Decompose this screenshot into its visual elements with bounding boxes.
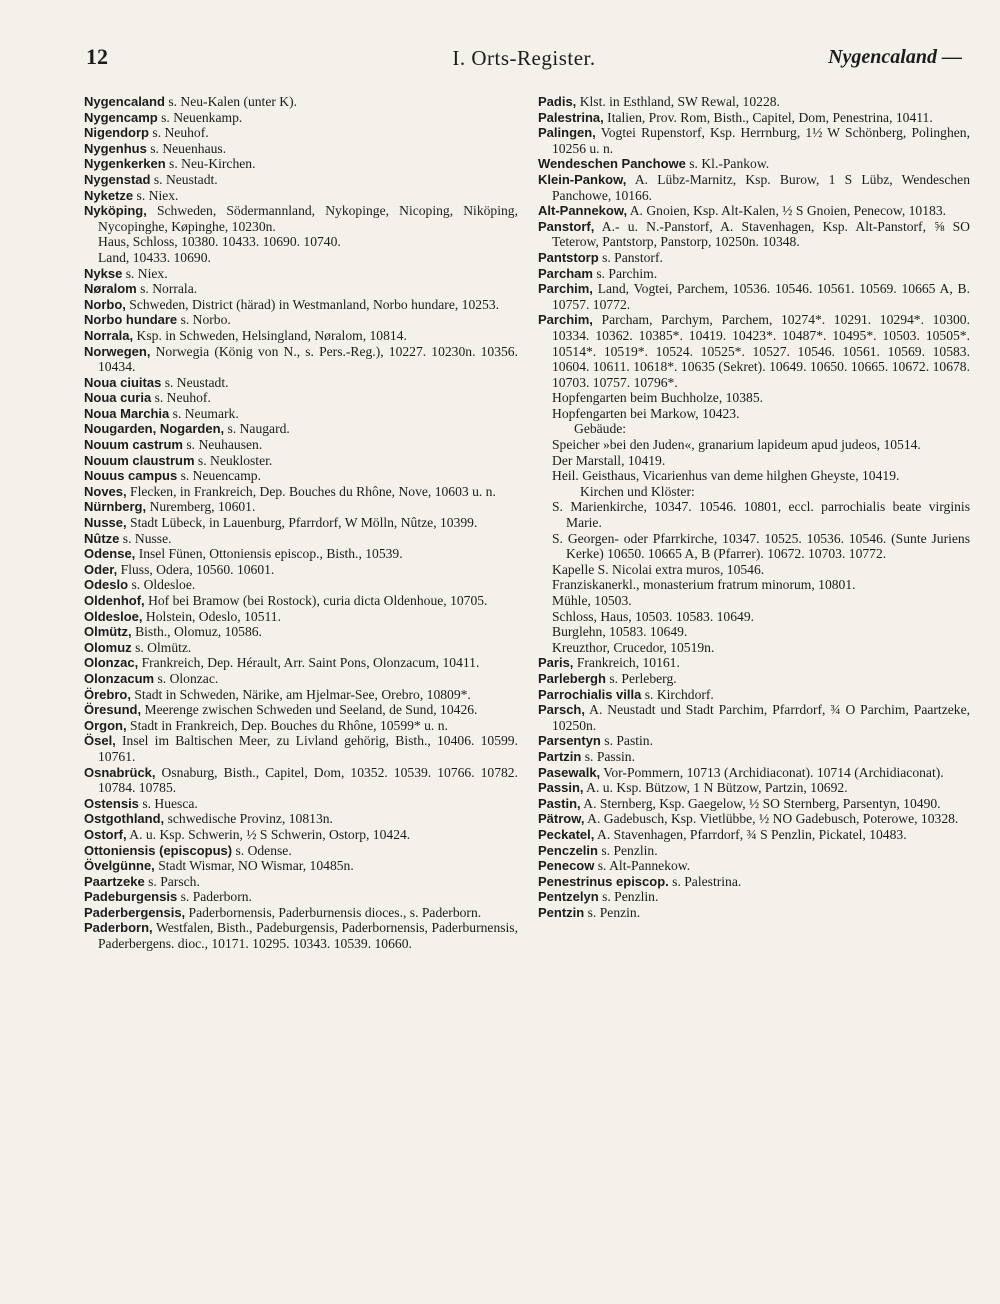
entry-term: Olomuz — [84, 639, 132, 655]
entry-text: s. Neuenkamp. — [157, 109, 243, 125]
entry-term: Nûtze — [84, 530, 120, 546]
entry-term: Nürnberg, — [84, 499, 147, 515]
register-entry — [84, 702, 518, 718]
entry-term: Oldenhof, — [84, 593, 145, 608]
entry-term: Nougarden, Nogarden, — [84, 421, 225, 437]
entry-text: A. Sternberg, Ksp. Gaegelow, ½ SO Sternberg, Parsentyn, 10490. — [580, 795, 941, 811]
register-entry — [84, 655, 518, 671]
register-entry — [538, 733, 970, 749]
register-entry — [538, 281, 970, 312]
register-entry — [538, 749, 970, 765]
entry-text: s. Neukloster. — [194, 452, 273, 468]
entry-text: Frankreich, Dep. Hérault, Arr. Saint Pons, Olonzacum, 10411. — [138, 655, 480, 671]
register-entry — [84, 889, 518, 905]
entry-text: s. Olmütz. — [131, 639, 192, 655]
entry-term: Penecow — [538, 858, 595, 874]
entry-term: Nygenhus — [84, 140, 147, 156]
register-entry — [538, 702, 970, 733]
register-entry — [84, 312, 518, 328]
entry-term: Orgon, — [84, 717, 127, 733]
entry-text: s. Palestrina. — [668, 873, 742, 889]
register-entry — [84, 827, 518, 843]
register-entry — [84, 593, 518, 609]
entry-text: s. Passin. — [581, 748, 635, 764]
register-entry — [84, 905, 518, 921]
entry-text: Norwegia (König von N., s. Pers.-Reg.), 10227. 10230n. 10356. 10434. — [98, 343, 518, 375]
register-entry — [538, 655, 970, 671]
register-entry — [538, 94, 970, 110]
entry-term: Klein-Pankow, — [538, 171, 627, 187]
entry-term: Padeburgensis — [84, 889, 178, 905]
entry-text: s. Neuhausen. — [182, 437, 263, 453]
entry-term: Odeslo — [84, 577, 129, 593]
register-entry — [84, 577, 518, 593]
entry-term: Penestrinus episcop. — [538, 873, 669, 889]
entry-text: s. Huesca. — [138, 795, 198, 811]
register-entry — [538, 219, 970, 250]
entry-text: s. Naugard. — [224, 421, 290, 437]
entry-text: Stadt in Frankreich, Dep. Bouches du Rhône, 10599* u. n. — [126, 717, 448, 733]
page-number: 12 — [86, 44, 108, 69]
entry-text: s. Pastin. — [600, 733, 653, 749]
entry-term: Ösel, — [84, 733, 116, 749]
entry-term: Parrochialis villa — [538, 686, 642, 702]
entry-term: Oldesloe, — [84, 608, 143, 624]
entry-text: Stadt Wismar, NO Wismar, 10485n. — [154, 858, 354, 874]
entry-term: Pätrow, — [538, 811, 585, 827]
register-entry — [84, 437, 518, 453]
right-column — [538, 94, 970, 920]
entry-term: Nøralom — [84, 281, 137, 297]
register-entry — [538, 125, 970, 156]
entry-term: Olonzacum — [84, 670, 155, 686]
register-entry — [84, 281, 518, 297]
entry-term: Nygencaland — [84, 94, 165, 109]
entry-text: Hof bei Bramow (bei Rostock), curia dicta Oldenhoue, 10705. — [144, 593, 488, 608]
register-entry — [84, 718, 518, 734]
entry-term: Nyköping, — [84, 203, 147, 219]
entry-text: s. Panstorf. — [598, 249, 663, 265]
register-entry — [84, 266, 518, 282]
sub-entry: S. Marienkirche, 10347. 10546. 10801, eccl. parrochialis beate virginis Marie. — [552, 499, 970, 531]
entry-text: Meerenge zwischen Schweden und Seeland, de Sund, 10426. — [141, 702, 478, 718]
sub-entry: Hopfengarten beim Buchholze, 10385. — [552, 390, 764, 406]
sub-entry: S. Georgen- oder Pfarrkirche, 10347. 10525. 10536. 10546. (Sunte Juriens Kerke) 10650. 10665 A, B (Pfarrer). 10672. 10703. 10772. — [552, 530, 970, 562]
entry-term: Paris, — [538, 655, 574, 671]
register-entry — [84, 765, 518, 796]
entry-text: Westfalen, Bisth., Padeburgensis, Paderbornensis, Paderburnensis, Paderbergens. dioc., 10171. 10295. 10343. 10539. 10660. — [98, 920, 518, 952]
register-entry — [84, 624, 518, 640]
register-entry — [538, 765, 970, 781]
entry-term: Parsch, — [538, 702, 585, 718]
register-entry — [84, 796, 518, 812]
register-entry — [538, 687, 970, 703]
entry-term: Parcham — [538, 265, 593, 281]
register-entry — [84, 421, 518, 437]
entry-text: Land, Vogtei, Parchem, 10536. 10546. 10561. 10569. 10665 A, B. 10757. 10772. — [552, 281, 970, 312]
entry-term: Nygencamp — [84, 109, 158, 125]
entry-text: s. Paderborn. — [177, 889, 252, 905]
sub-entry: Kreuzthor, Crucedor, 10519n. — [552, 639, 715, 655]
entry-text: Nuremberg, 10601. — [146, 499, 256, 515]
entry-text: A. Lübz-Marnitz, Ksp. Burow, 1 S Lübz, Wendeschen Panchowe, 10166. — [552, 171, 970, 203]
entry-text: s. Odense. — [232, 842, 292, 858]
entry-text: Schweden, District (härad) in Westmanland, Norbo hundare, 10253. — [125, 296, 500, 312]
entry-text: s. Perleberg. — [605, 670, 677, 686]
register-entry — [538, 811, 970, 827]
entry-text: A. u. Ksp. Bützow, 1 N Bützow, Partzin, 10692. — [583, 780, 848, 796]
register-entry — [84, 125, 518, 141]
entry-term: Nouus campus — [84, 468, 178, 484]
register-entry — [84, 156, 518, 172]
entry-term: Ostorf, — [84, 826, 127, 842]
entry-term: Öresund, — [84, 702, 142, 718]
register-entry — [538, 203, 970, 219]
register-entry — [84, 297, 518, 313]
register-entry — [84, 94, 518, 110]
entry-term: Norrala, — [84, 327, 134, 343]
register-entry — [84, 811, 518, 827]
entry-text: s. Oldesloe. — [128, 577, 196, 593]
entry-text: Stadt Lübeck, in Lauenburg, Pfarrdorf, W Mölln, Nûtze, 10399. — [126, 515, 478, 531]
register-entry — [538, 858, 970, 874]
entry-text: s. Neustadt. — [150, 171, 218, 187]
register-entry — [538, 843, 970, 859]
entry-term: Panstorf, — [538, 218, 595, 234]
register-entry — [84, 874, 518, 890]
entry-text: s. Niex. — [122, 265, 168, 281]
register-entry — [84, 390, 518, 406]
entry-term: Olmütz, — [84, 624, 132, 640]
entry-text: s. Alt-Pannekow. — [594, 858, 691, 874]
entry-term: Nusse, — [84, 515, 127, 531]
entry-term: Noves, — [84, 483, 127, 499]
sub-entry: Franziskanerkl., monasterium fratrum minorum, 10801. — [552, 577, 856, 593]
register-entry — [538, 905, 970, 921]
left-column — [84, 94, 518, 952]
register-entry — [84, 640, 518, 656]
entry-text: Bisth., Olomuz, 10586. — [131, 624, 262, 640]
entry-text: Flecken, in Frankreich, Dep. Bouches du Rhône, Nove, 10603 u. n. — [126, 483, 496, 499]
register-entry — [84, 515, 518, 531]
register-entry — [84, 484, 518, 500]
sub-entry: Burglehn, 10583. 10649. — [552, 624, 688, 640]
register-entry — [84, 920, 518, 951]
register-entry — [84, 110, 518, 126]
entry-text: Frankreich, 10161. — [573, 655, 680, 671]
entry-term: Paderborn, — [84, 920, 153, 936]
register-entry — [84, 141, 518, 157]
entry-text: A.- u. N.-Panstorf, A. Stavenhagen, Ksp. Alt-Panstorf, ⅝ SO Teterow, Pantstorp, Panstorp, 10250n. 10348. — [552, 218, 970, 250]
entry-text: s. Neuencamp. — [177, 468, 261, 484]
entry-text: Vor-Pommern, 10713 (Archidiaconat). 10714 (Archidiaconat). — [600, 764, 944, 780]
entry-term: Nygenkerken — [84, 156, 166, 172]
entry-term: Nouum claustrum — [84, 452, 195, 468]
sub-entry: Speicher »bei den Juden«, granarium lapideum apud judeos, 10514. — [552, 437, 921, 453]
entry-text: s. Neu-Kalen (unter K). — [164, 94, 298, 109]
entry-text: s. Norbo. — [177, 312, 231, 328]
entry-term: Penczelin — [538, 842, 598, 858]
entry-term: Nygenstad — [84, 171, 151, 187]
register-entry — [84, 344, 518, 375]
entry-term: Norbo hundare — [84, 312, 178, 328]
entry-text: A. Neustadt und Stadt Parchim, Pfarrdorf, ¾ O Parchim, Paartzeke, 10250n. — [552, 702, 970, 733]
entry-text: Ksp. in Schweden, Helsingland, Nøralom, 10814. — [133, 327, 407, 343]
entry-text: s. Neu-Kirchen. — [165, 156, 256, 172]
register-entry — [538, 156, 970, 172]
entry-term: Noua Marchia — [84, 405, 170, 421]
entry-text: s. Norrala. — [136, 281, 198, 297]
entry-text: s. Penzlin. — [598, 889, 659, 905]
entry-text: s. Neumark. — [169, 405, 239, 421]
entry-text: s. Penzlin. — [597, 842, 658, 858]
entry-term: Padis, — [538, 94, 577, 109]
register-entry — [538, 889, 970, 905]
register-entry — [84, 499, 518, 515]
register-entry — [84, 375, 518, 391]
sub-heading: Gebäude: — [574, 421, 627, 437]
entry-term: Alt-Pannekow, — [538, 203, 628, 219]
register-entry — [84, 188, 518, 204]
entry-term: Pastin, — [538, 795, 581, 811]
entry-term: Odense, — [84, 546, 136, 562]
register-entry — [84, 453, 518, 469]
entry-term: Övelgünne, — [84, 858, 155, 874]
entry-term: Peckatel, — [538, 826, 595, 842]
entry-term: Nouum castrum — [84, 437, 183, 453]
entry-term: Palestrina, — [538, 109, 604, 125]
entry-text: Insel im Baltischen Meer, zu Livland gehörig, Bisth., 10406. 10599. 10761. — [98, 733, 518, 764]
entry-term: Osnabrück, — [84, 764, 156, 780]
register-entry — [538, 250, 970, 266]
register-entry — [84, 172, 518, 188]
entry-text: s. Kl.-Pankow. — [685, 156, 770, 172]
entry-term: Parchim, — [538, 312, 593, 328]
entry-term: Noua ciuitas — [84, 374, 162, 390]
register-entry — [84, 687, 518, 703]
entry-text: Holstein, Odeslo, 10511. — [142, 608, 281, 624]
page-title: I. Orts-Register. — [452, 46, 596, 70]
catchword: Nygencaland — — [828, 46, 962, 68]
register-entry — [84, 328, 518, 344]
entry-text: Vogtei Rupenstorf, Ksp. Herrnburg, 1½ W Schönberg, Polinghen, 10256 u. n. — [552, 125, 970, 156]
sub-entry: Schloss, Haus, 10503. 10583. 10649. — [552, 608, 755, 624]
entry-term: Pentzin — [538, 904, 585, 920]
register-entry — [538, 780, 970, 796]
entry-text: Stadt in Schweden, Närike, am Hjelmar-See, Orebro, 10809*. — [130, 686, 471, 702]
entry-text: Parcham, Parchym, Parchem, 10274*. 10291. 10294*. 10300. 10334. 10362. 10385*. 10419. 10423*. 10487*. 10495*. 10503. 10505*. 10514*. 10519*. 10524. 10525*. 10527. 10546. 10561. 10569. 10583. 10604. 10611. 10618*. 10635 (Sekret). 10649. 10650. 10665. 10672. 10678. 10703. 10757. 10796*. — [552, 312, 970, 390]
entry-text: s. Kirchdorf. — [641, 686, 714, 702]
entry-text: Paderbornensis, Paderburnensis dioces., s. Paderborn. — [185, 904, 482, 920]
register-entry — [84, 609, 518, 625]
register-entry — [84, 858, 518, 874]
register-entry — [538, 671, 970, 687]
entry-term: Palingen, — [538, 125, 596, 141]
entry-text: A. Stavenhagen, Pfarrdorf, ¾ S Penzlin, Pickatel, 10483. — [594, 826, 907, 842]
register-entry — [538, 172, 970, 203]
entry-text: A. Gnoien, Ksp. Alt-Kalen, ½ S Gnoien, Penecow, 10183. — [627, 203, 947, 219]
entry-text: s. Neuhof. — [149, 125, 209, 141]
entry-term: Paderbergensis, — [84, 904, 186, 920]
entry-term: Nigendorp — [84, 125, 149, 141]
register-entry — [84, 562, 518, 578]
entry-text: s. Neustadt. — [161, 374, 229, 390]
sub-heading: Kirchen und Klöster: — [580, 483, 695, 499]
register-entry — [84, 546, 518, 562]
entry-text: Insel Fünen, Ottoniensis episcop., Bisth., 10539. — [135, 546, 403, 562]
register-entry — [538, 796, 970, 812]
entry-text: schwedische Provinz, 10813n. — [164, 811, 333, 827]
entry-term: Ottoniensis (episcopus) — [84, 842, 233, 858]
sub-entry: Hopfengarten bei Markow, 10423. — [552, 405, 740, 421]
entry-term: Wendeschen Panchowe — [538, 156, 686, 172]
sub-entry: Kapelle S. Nicolai extra muros, 10546. — [552, 561, 765, 577]
entry-term: Norbo, — [84, 296, 126, 312]
entry-term: Paartzeke — [84, 873, 145, 889]
sub-entry: Haus, Schloss, 10380. 10433. 10690. 10740. — [98, 234, 341, 250]
entry-term: Nyketze — [84, 187, 134, 203]
entry-text: s. Neuenhaus. — [146, 140, 227, 156]
entry-term: Oder, — [84, 561, 118, 577]
sub-entry: Heil. Geisthaus, Vicarienhus van deme hilghen Gheyste, 10419. — [552, 468, 900, 484]
entry-text: s. Neuhof. — [151, 390, 211, 406]
register-entry — [84, 733, 518, 764]
entry-text: A. u. Ksp. Schwerin, ½ S Schwerin, Ostorp, 10424. — [126, 826, 411, 842]
entry-term: Ostensis — [84, 795, 139, 811]
entry-term: Örebro, — [84, 686, 131, 702]
register-entry — [84, 671, 518, 687]
register-entry — [538, 110, 970, 126]
entry-term: Partzin — [538, 748, 582, 764]
entry-term: Ostgothland, — [84, 811, 165, 827]
sub-entry: Mühle, 10503. — [552, 593, 632, 608]
entry-text: Klst. in Esthland, SW Rewal, 10228. — [576, 94, 780, 109]
entry-text: s. Nusse. — [119, 530, 172, 546]
entry-text: Fluss, Odera, 10560. 10601. — [117, 561, 275, 577]
entry-term: Nykse — [84, 265, 123, 281]
register-entry — [538, 312, 970, 390]
entry-term: Pasewalk, — [538, 764, 601, 780]
page-header — [86, 44, 962, 78]
register-entry — [84, 203, 518, 234]
entry-term: Noua curia — [84, 390, 152, 406]
register-entry — [84, 468, 518, 484]
register-entry — [84, 406, 518, 422]
sub-entry: Der Marstall, 10419. — [552, 452, 666, 468]
entry-term: Parlebergh — [538, 670, 606, 686]
register-entry — [84, 843, 518, 859]
sub-entry: Land, 10433. 10690. — [98, 249, 211, 265]
register-entry — [84, 531, 518, 547]
entry-text: s. Olonzac. — [154, 670, 219, 686]
entry-term: Norwegen, — [84, 343, 151, 359]
entry-text: s. Penzin. — [584, 904, 641, 920]
entry-text: s. Parchim. — [592, 265, 658, 281]
entry-term: Parsentyn — [538, 733, 601, 749]
register-entry — [538, 827, 970, 843]
register-entry — [538, 266, 970, 282]
register-entry — [538, 874, 970, 890]
entry-term: Passin, — [538, 780, 584, 796]
entry-text: Osnaburg, Bisth., Capitel, Dom, 10352. 10539. 10766. 10782. 10784. 10785. — [98, 764, 518, 796]
entry-term: Pantstorp — [538, 249, 599, 265]
entry-text: s. Parsch. — [144, 873, 200, 889]
entry-term: Olonzac, — [84, 655, 139, 671]
entry-text: s. Niex. — [133, 187, 179, 203]
entry-term: Pentzelyn — [538, 889, 599, 905]
entry-term: Parchim, — [538, 281, 593, 297]
entry-text: Schweden, Södermannland, Nykopinge, Nicoping, Niköping, Nycopinghe, Køpinghe, 10230n. — [98, 203, 518, 234]
entry-text: Italien, Prov. Rom, Bisth., Capitel, Dom, Penestrina, 10411. — [603, 109, 933, 125]
entry-text: A. Gadebusch, Ksp. Vietlübbe, ½ NO Gadebusch, Poterowe, 10328. — [584, 811, 959, 827]
